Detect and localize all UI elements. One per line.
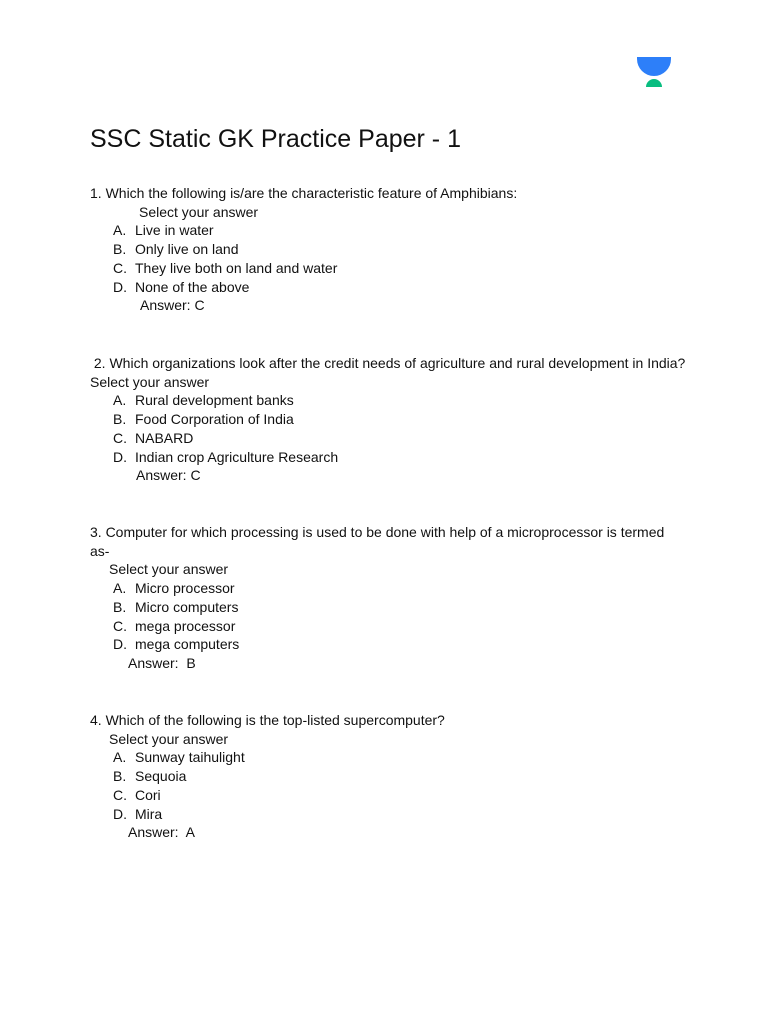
answer-text: Answer: C	[140, 297, 205, 314]
option-item	[90, 617, 690, 636]
option-text: mega processor	[135, 617, 236, 634]
option-letter: B.	[113, 241, 127, 258]
option-letter: A.	[113, 580, 127, 597]
option-item	[90, 221, 690, 240]
option-letter: B.	[113, 411, 127, 428]
option-letter: A.	[113, 392, 127, 409]
option-item	[90, 429, 690, 448]
question-block	[90, 184, 690, 315]
option-letter: C.	[113, 617, 127, 634]
option-letter: C.	[113, 259, 127, 276]
question-block	[90, 523, 690, 673]
option-text: Only live on land	[135, 241, 239, 258]
option-item	[90, 259, 690, 278]
option-item	[90, 278, 690, 297]
options-list	[90, 748, 690, 823]
option-item	[90, 598, 690, 617]
option-letter: B.	[113, 598, 127, 615]
option-letter: D.	[113, 636, 127, 653]
option-item	[90, 748, 690, 767]
option-item	[90, 579, 690, 598]
option-text: mega computers	[135, 636, 240, 653]
option-letter: B.	[113, 768, 127, 785]
options-list	[90, 579, 690, 654]
option-item	[90, 448, 690, 467]
option-text: They live both on land and water	[135, 259, 338, 276]
option-item	[90, 635, 690, 654]
option-text: Sunway taihulight	[135, 749, 245, 766]
option-letter: D.	[113, 448, 127, 465]
option-item	[90, 410, 690, 429]
option-text: NABARD	[135, 429, 194, 446]
option-item	[90, 786, 690, 805]
option-letter: A.	[113, 749, 127, 766]
option-text: None of the above	[135, 278, 250, 295]
page-title: SSC Static GK Practice Paper - 1	[90, 125, 461, 153]
select-answer-prompt: Select your answer	[90, 373, 210, 390]
option-text: Live in water	[135, 222, 214, 239]
option-text: Indian crop Agriculture Research	[135, 448, 339, 465]
option-text: Mira	[135, 805, 163, 822]
option-item	[90, 391, 690, 410]
option-letter: A.	[113, 222, 127, 239]
option-item	[90, 767, 690, 786]
select-answer-prompt: Select your answer	[109, 561, 229, 578]
option-letter: D.	[113, 805, 127, 822]
option-text: Micro processor	[135, 580, 235, 597]
option-letter: C.	[113, 786, 127, 803]
option-item	[90, 240, 690, 259]
question-text: 4. Which of the following is the top-listed supercomputer?	[90, 712, 445, 728]
option-text: Sequoia	[135, 768, 187, 785]
question-block	[90, 711, 690, 842]
question-text: 1. Which the following is/are the characteristic feature of Amphibians:	[90, 185, 518, 201]
select-answer-prompt: Select your answer	[109, 730, 229, 747]
option-letter: C.	[113, 429, 127, 446]
options-list	[90, 391, 690, 466]
question-text: 2. Which organizations look after the credit needs of agriculture and rural development in India?	[90, 355, 686, 371]
question-block	[90, 354, 690, 485]
option-text: Micro computers	[135, 598, 239, 615]
answer-text: Answer: A	[128, 824, 195, 841]
unacademy-logo-icon	[636, 56, 672, 90]
option-text: Cori	[135, 786, 161, 803]
option-text: Rural development banks	[135, 392, 294, 409]
options-list	[90, 221, 690, 296]
select-answer-prompt: Select your answer	[139, 203, 259, 220]
option-text: Food Corporation of India	[135, 411, 294, 428]
answer-text: Answer: C	[136, 467, 201, 484]
option-letter: D.	[113, 278, 127, 295]
answer-text: Answer: B	[128, 654, 196, 671]
question-text: 3. Computer for which processing is used to be done with help of a microprocessor is termed as-	[90, 524, 665, 559]
option-item	[90, 805, 690, 824]
